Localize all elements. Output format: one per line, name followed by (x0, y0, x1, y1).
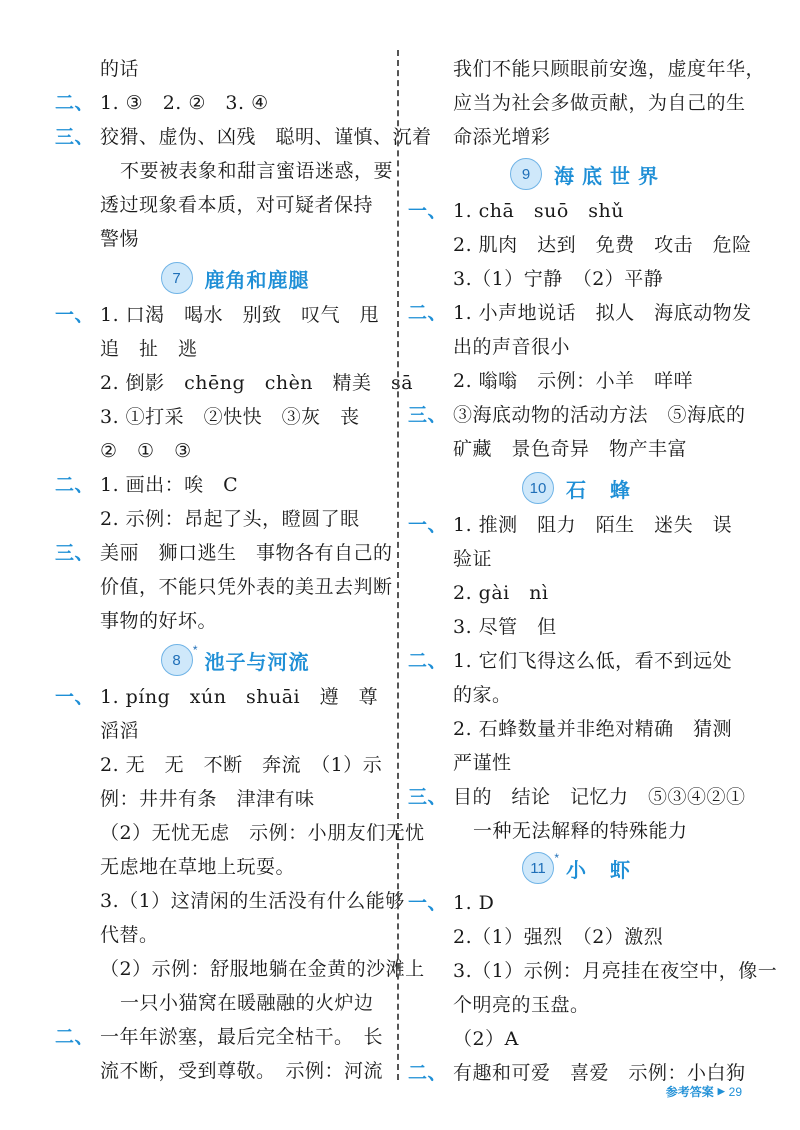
answer-text: 的话 (100, 58, 140, 80)
answer-text: 矿藏 景色奇异 物产丰富 (453, 438, 688, 460)
answer-line (55, 502, 415, 536)
answer-line (408, 920, 768, 954)
answer-text: 狡猾、虚伪、凶残 聪明、谨慎、沉着 (100, 126, 432, 148)
lesson-title-text: 池子与河流 (204, 651, 310, 674)
answer-line (55, 86, 415, 120)
answer-line (55, 222, 415, 256)
answer-line (55, 434, 415, 468)
lesson-title (55, 260, 415, 296)
answer-line (408, 262, 768, 296)
answer-text: 2. 无 无 不断 奔流 （1）示 (100, 754, 383, 776)
answer-text: 2. 石蜂数量并非绝对精确 猜测 (453, 718, 733, 740)
answer-line (55, 400, 415, 434)
lesson-title-text: 小虾 (566, 859, 654, 882)
answer-line (408, 746, 768, 780)
answer-line (55, 468, 415, 502)
answer-text: 应当为社会多做贡献，为自己的生 (453, 92, 746, 114)
answer-line (55, 986, 415, 1020)
lesson-title-text: 石蜂 (566, 479, 654, 502)
section-marker: 三、 (55, 542, 95, 564)
answer-text: 美丽 狮口逃生 事物各有自己的 (100, 542, 393, 564)
answer-line (55, 918, 415, 952)
answer-text: 出的声音很小 (453, 336, 571, 358)
answer-text: 个明亮的玉盘。 (453, 994, 590, 1016)
answer-text: 1. chā suō shǔ (453, 200, 625, 222)
answer-line (55, 188, 415, 222)
column-divider (397, 50, 399, 1080)
answer-line (55, 120, 432, 154)
left-column (55, 0, 432, 1130)
answer-text: 2.（1）强烈 （2）激烈 (453, 926, 664, 948)
answer-line (408, 988, 768, 1022)
answer-line (408, 712, 768, 746)
answer-line (55, 680, 415, 714)
lesson-title (408, 470, 768, 506)
answer-text: 1. 画出：唉 C (100, 474, 239, 496)
answer-line (408, 644, 768, 678)
answer-line (55, 536, 415, 570)
answer-line (408, 52, 768, 86)
answer-line (55, 298, 415, 332)
answer-line (408, 508, 768, 542)
answer-text: 2. gài nì (453, 582, 549, 604)
answer-line (55, 570, 415, 604)
answer-text: 流不断，受到尊敬。 示例：河流 (100, 1060, 384, 1082)
answer-text: 1. 小声地说话 拟人 海底动物发 (453, 302, 752, 324)
answer-line (408, 120, 768, 154)
answer-text: 2. 肌肉 达到 免费 攻击 危险 (453, 234, 752, 256)
answer-line (55, 782, 415, 816)
answer-text: 追 扯 逃 (100, 338, 198, 360)
section-marker: 二、 (408, 1062, 448, 1084)
answer-text: 命添光增彩 (453, 126, 551, 148)
answer-text: 一种无法解释的特殊能力 (473, 820, 688, 842)
answer-line (55, 952, 425, 986)
answer-text: 2. 嗡嗡 示例：小羊 咩咩 (453, 370, 694, 392)
lesson-number-badge: 7 (161, 262, 193, 294)
lesson-title (55, 642, 415, 678)
answer-line (408, 678, 768, 712)
answer-line (55, 154, 415, 188)
section-marker: 二、 (408, 650, 448, 672)
answer-text: 1. D (453, 892, 495, 914)
answer-text: 有趣和可爱 喜爱 示例：小白狗 (453, 1062, 746, 1084)
answer-text: ② ① ③ (100, 440, 192, 462)
section-marker: 一、 (55, 304, 95, 326)
answer-text: 代替。 (100, 924, 159, 946)
section-marker: 三、 (408, 404, 448, 426)
answer-text: 验证 (453, 548, 493, 570)
right-column (408, 0, 778, 1130)
lesson-title-text: 海底世界 (554, 165, 666, 188)
answer-line (408, 432, 768, 466)
answer-line (408, 542, 768, 576)
answer-line (55, 748, 415, 782)
answer-text: 1. 推测 阻力 陌生 迷失 误 (453, 514, 733, 536)
answer-line (408, 886, 768, 920)
answer-text: 警惕 (100, 228, 140, 250)
answer-text: 我们不能只顾眼前安逸，虚度年华， (453, 58, 766, 80)
answer-text: 1. ③ 2. ② 3. ④ (100, 92, 269, 114)
answer-text: 滔滔 (100, 720, 140, 742)
answer-text: 不要被表象和甜言蜜语迷惑，要 (120, 160, 394, 182)
answer-text: 无虑地在草地上玩耍。 (100, 856, 296, 878)
page-footer (666, 1083, 742, 1100)
answer-line (55, 332, 415, 366)
answer-text: 目的 结论 记忆力 ⑤③④②① (453, 786, 746, 808)
answer-text: （2）无忧无虑 示例：小朋友们无忧 (100, 822, 425, 844)
answer-text: 3.（1）这清闲的生活没有什么能够 (100, 890, 405, 912)
answer-line (55, 366, 415, 400)
lesson-title-text: 鹿角和鹿腿 (204, 269, 310, 292)
lesson-number-badge: 11 * (522, 852, 554, 884)
answer-text: 事物的好坏。 (100, 610, 218, 632)
lesson-number-badge: 8 * (161, 644, 193, 676)
section-marker: 三、 (55, 126, 95, 148)
answer-line (408, 364, 768, 398)
answer-text: （2）示例：舒服地躺在金黄的沙滩上 (100, 958, 425, 980)
answer-line (55, 52, 415, 86)
answer-line (408, 398, 768, 432)
answer-line (408, 194, 768, 228)
answer-text: 2. 倒影 chēng chèn 精美 sā (100, 372, 414, 394)
section-marker: 三、 (408, 786, 448, 808)
answer-text: 的家。 (453, 684, 512, 706)
answer-text: 例：井井有条 津津有味 (100, 788, 315, 810)
section-marker: 二、 (408, 302, 448, 324)
answer-text: ③海底动物的活动方法 ⑤海底的 (453, 404, 746, 426)
answer-line (408, 814, 768, 848)
section-marker: 一、 (55, 686, 95, 708)
chevron-right-icon: ▶ (717, 1086, 725, 1096)
answer-text: 3. ①打采 ②快快 ③灰 丧 (100, 406, 360, 428)
answer-text: 严谨性 (453, 752, 512, 774)
answer-text: 3.（1）宁静 （2）平静 (453, 268, 664, 290)
answer-text: 1. 口渴 喝水 别致 叹气 甩 (100, 304, 380, 326)
answer-line (55, 714, 415, 748)
answer-line (408, 610, 768, 644)
lesson-title (408, 156, 768, 192)
answer-line (408, 228, 768, 262)
answer-line (55, 816, 425, 850)
answer-line (408, 86, 768, 120)
answer-text: 1. 它们飞得这么低，看不到远处 (453, 650, 733, 672)
answer-line (408, 954, 778, 988)
answer-line (55, 1020, 415, 1054)
answer-text: 2. 示例：昂起了头，瞪圆了眼 (100, 508, 360, 530)
footer-label: 参考答案 (665, 1085, 714, 1099)
answer-text: 3.（1）示例：月亮挂在夜空中，像一 (453, 960, 778, 982)
answer-line (408, 576, 768, 610)
lesson-number-badge: 10 (522, 472, 554, 504)
page-number: 29 (728, 1084, 742, 1099)
section-marker: 一、 (408, 892, 448, 914)
answer-text: 价值，不能只凭外表的美丑去判断 (100, 576, 393, 598)
answer-line (408, 1022, 768, 1056)
answer-text: （2）A (453, 1028, 519, 1050)
section-marker: 二、 (55, 92, 95, 114)
answer-line (408, 780, 768, 814)
section-marker: 一、 (408, 514, 448, 536)
section-marker: 二、 (55, 474, 95, 496)
section-marker: 一、 (408, 200, 448, 222)
answer-text: 1. píng xún shuāi 遵 尊 (100, 686, 379, 708)
section-marker: 二、 (55, 1026, 95, 1048)
answer-text: 一年年淤塞，最后完全枯干。 长 (100, 1026, 384, 1048)
answer-text: 3. 尽管 但 (453, 616, 557, 638)
answer-text: 透过现象看本质，对可疑者保持 (100, 194, 374, 216)
answer-line (55, 1054, 415, 1088)
lesson-title (408, 850, 768, 886)
answer-line (408, 330, 768, 364)
answer-text: 一只小猫窝在暖融融的火炉边 (120, 992, 374, 1014)
answer-line (55, 884, 415, 918)
answer-line (408, 296, 768, 330)
answer-line (55, 604, 415, 638)
lesson-number-badge: 9 (510, 158, 542, 190)
answer-line (55, 850, 415, 884)
